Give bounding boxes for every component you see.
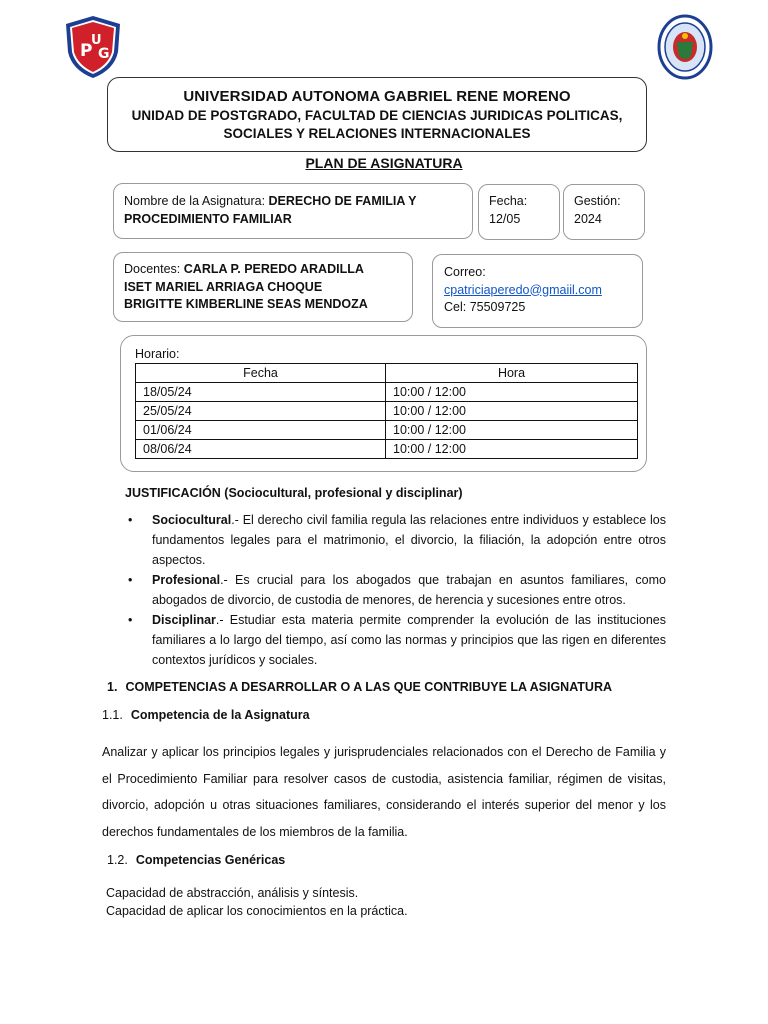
asignatura-value: DERECHO DE FAMILIA Y PROCEDIMIENTO FAMILIAR bbox=[124, 194, 417, 226]
docente-name: CARLA P. PEREDO ARADILLA bbox=[183, 262, 364, 276]
contact-box bbox=[432, 254, 643, 328]
docente-name: BRIGITTE KIMBERLINE SEAS MENDOZA bbox=[124, 297, 368, 311]
svg-text:G: G bbox=[98, 46, 110, 62]
cel-text: Cel: 75509725 bbox=[444, 300, 526, 314]
cell-hora: 10:00 / 12:00 bbox=[386, 402, 638, 421]
fecha-label: Fecha: bbox=[489, 194, 528, 208]
subsection-number: 1.2. bbox=[107, 853, 128, 867]
subsection-title: Competencia de la Asignatura bbox=[130, 708, 310, 722]
asignatura-label: Nombre de la Asignatura: bbox=[124, 194, 269, 208]
item-term: Profesional bbox=[152, 573, 221, 587]
plan-title: PLAN DE ASIGNATURA bbox=[305, 155, 463, 171]
bullet-icon: • bbox=[128, 613, 133, 627]
item-term: Sociocultural bbox=[152, 513, 232, 527]
list-item bbox=[128, 510, 666, 570]
unit-name: UNIDAD DE POSTGRADO, FACULTAD DE CIENCIAS JURIDICAS POLITICAS, SOCIALES Y RELACIONES INTERNACIONALES bbox=[131, 108, 623, 141]
fecha-value: 12/05 bbox=[489, 212, 521, 226]
competencia-paragraph: Analizar y aplicar los principios legales y jurisprudenciales relacionados con el Derecho de Familia y el Procedimiento Familiar para resolver casos de custodia, asistencia familiar, régimen de visitas, divorcio, adopción u otras situaciones familiares, considerando el interés superior del menor y los derechos fundamentales de los miembros de la familia. bbox=[102, 745, 666, 839]
horario-label: Horario: bbox=[135, 347, 180, 361]
section-heading-competencias bbox=[107, 680, 612, 694]
column-header-hora: Hora bbox=[386, 364, 638, 383]
subsection-title: Competencias Genéricas bbox=[135, 853, 286, 867]
list-item bbox=[128, 570, 666, 610]
email-link[interactable]: cpatriciaperedo@gmaiil.com bbox=[444, 282, 602, 297]
section-number: 1. bbox=[107, 680, 118, 694]
cell-hora: 10:00 / 12:00 bbox=[386, 421, 638, 440]
cell-fecha: 01/06/24 bbox=[136, 421, 386, 440]
table-row bbox=[136, 440, 638, 459]
cell-hora: 10:00 / 12:00 bbox=[386, 383, 638, 402]
schedule-table bbox=[135, 363, 638, 459]
item-term: Disciplinar bbox=[152, 613, 216, 627]
generic-competence: Capacidad de abstracción, análisis y síntesis. bbox=[106, 886, 359, 900]
list-item bbox=[128, 610, 666, 670]
table-header-row bbox=[136, 364, 638, 383]
university-seal-logo bbox=[657, 14, 713, 80]
docentes-label: Docentes: bbox=[124, 262, 184, 276]
cell-fecha: 25/05/24 bbox=[136, 402, 386, 421]
table-row bbox=[136, 383, 638, 402]
correo-label: Correo: bbox=[444, 265, 486, 279]
column-header-fecha: Fecha bbox=[136, 364, 386, 383]
table-row bbox=[136, 421, 638, 440]
table-row bbox=[136, 402, 638, 421]
fecha-box bbox=[478, 184, 560, 240]
university-name: UNIVERSIDAD AUTONOMA GABRIEL RENE MORENO bbox=[183, 88, 571, 105]
generic-competence: Capacidad de aplicar los conocimientos en la práctica. bbox=[106, 904, 408, 918]
gestion-box bbox=[563, 184, 645, 240]
bullet-icon: • bbox=[128, 573, 133, 587]
cell-fecha: 08/06/24 bbox=[136, 440, 386, 459]
subsection-number: 1.1. bbox=[102, 708, 123, 722]
justificacion-list bbox=[128, 510, 666, 670]
justificacion-heading: JUSTIFICACIÓN (Sociocultural, profesional y disciplinar) bbox=[125, 486, 463, 500]
upg-logo bbox=[62, 14, 124, 80]
cell-fecha: 18/05/24 bbox=[136, 383, 386, 402]
horario-box bbox=[120, 335, 647, 472]
gestion-label: Gestión: bbox=[574, 194, 621, 208]
section-title: COMPETENCIAS A DESARROLLAR O A LAS QUE CONTRIBUYE LA ASIGNATURA bbox=[125, 680, 613, 694]
gestion-value: 2024 bbox=[574, 212, 602, 226]
subsection-heading-asignatura bbox=[102, 708, 310, 722]
item-text: .- Es crucial para los abogados que trabajan en asuntos familiares, como abogados de divorcio, de custodia de menores, de herencia y sucesiones entre otros. bbox=[152, 573, 666, 607]
item-text: .- Estudiar esta materia permite comprender la evolución de las instituciones familiares a lo largo del tiempo, así como las normas y principios que las rigen en diferentes contextos jurídicos y sociales. bbox=[152, 613, 666, 667]
bullet-icon: • bbox=[128, 513, 133, 527]
docente-name: ISET MARIEL ARRIAGA CHOQUE bbox=[124, 279, 323, 294]
subsection-heading-genericas bbox=[107, 853, 285, 867]
cell-hora: 10:00 / 12:00 bbox=[386, 440, 638, 459]
item-text: .- El derecho civil familia regula las relaciones entre individuos y establece los fundamentos legales para el matrimonio, el divorcio, la filiación, la adopción entre otros aspectos. bbox=[152, 513, 666, 567]
svg-text:U: U bbox=[91, 33, 102, 48]
header-box bbox=[107, 77, 647, 152]
svg-text:P: P bbox=[80, 41, 93, 61]
asignatura-box bbox=[113, 183, 473, 239]
docentes-box bbox=[113, 252, 413, 322]
